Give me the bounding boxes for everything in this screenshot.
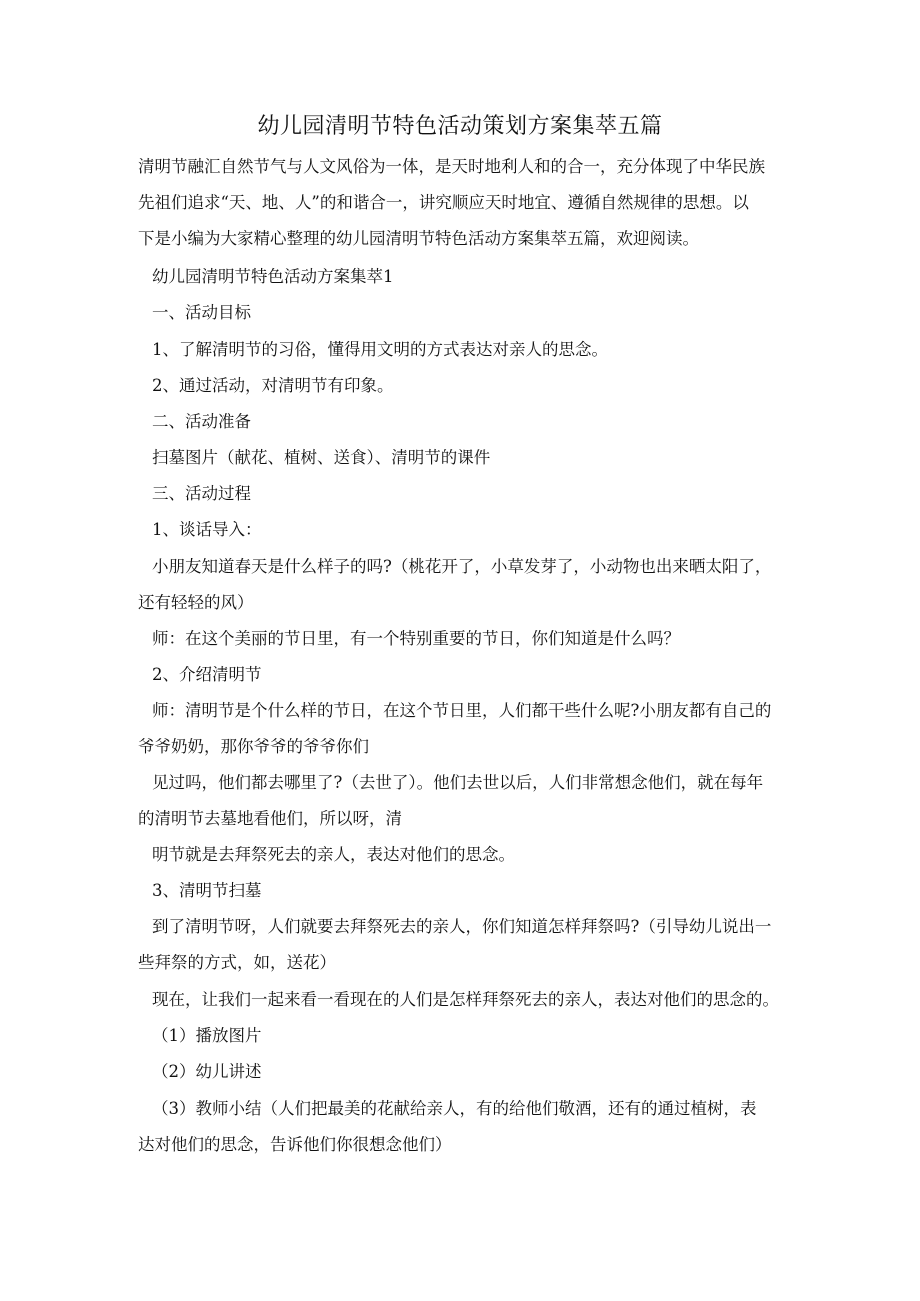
- sub-step-1: （1）播放图片: [152, 1026, 262, 1045]
- step-3-heading: 3、清明节扫墓: [152, 881, 262, 900]
- step-1-text-line-1: 小朋友知道春天是什么样子的吗?（桃花开了，小草发芽了，小动物也出来晒太阳了，: [152, 557, 772, 576]
- sub-step-3-line-2: 达对他们的思念，告诉他们你很想念他们）: [138, 1135, 452, 1154]
- section-heading: 幼儿园清明节特色活动方案集萃1: [152, 267, 394, 286]
- intro-line-3: 下是小编为大家精心整理的幼儿园清明节特色活动方案集萃五篇，欢迎阅读。: [138, 229, 699, 248]
- sub-step-2: （2）幼儿讲述: [152, 1062, 262, 1081]
- teacher-question: 师：在这个美丽的节日里，有一个特别重要的节日，你们知道是什么吗？: [152, 629, 680, 648]
- preparation-text: 扫墓图片（献花、植树、送食）、清明节的课件: [152, 448, 491, 467]
- sub-step-3-line-1: （3）教师小结（人们把最美的花献给亲人，有的给他们敬酒，还有的通过植树，表: [152, 1099, 757, 1118]
- goal-item-2: 2、通过活动，对清明节有印象。: [152, 376, 394, 395]
- heading-activity-goals: 一、活动目标: [152, 303, 251, 322]
- step-2-heading: 2、介绍清明节: [152, 665, 262, 684]
- step-2-text-line-4: 的清明节去墓地看他们，所以呀，清: [138, 809, 402, 828]
- goal-item-1: 1、了解清明节的习俗，懂得用文明的方式表达对亲人的思念。: [152, 340, 608, 359]
- step-3-text-line-2: 些拜祭的方式，如，送花）: [138, 953, 336, 972]
- step-1-heading: 1、谈话导入：: [152, 520, 262, 539]
- step-2-text-line-3: 见过吗，他们都去哪里了?（去世了）。他们去世以后，人们非常想念他们，就在每年: [152, 773, 764, 792]
- intro-line-2: 先祖们追求“天、地、人”的和谐合一，讲究顺应天时地宜、遵循自然规律的思想。以: [138, 193, 749, 212]
- step-2-text-line-2: 爷爷奶奶，那你爷爷的爷爷你们: [138, 737, 369, 756]
- step-2-text-line-5: 明节就是去拜祭死去的亲人，表达对他们的思念。: [152, 845, 515, 864]
- step-3-text-line-3: 现在，让我们一起来看一看现在的人们是怎样拜祭死去的亲人，表达对他们的思念的。: [152, 990, 779, 1009]
- heading-activity-process: 三、活动过程: [152, 484, 251, 503]
- intro-line-1: 清明节融汇自然节气与人文风俗为一体，是天时地利人和的合一，充分体现了中华民族: [138, 157, 765, 176]
- step-3-text-line-1: 到了清明节呀，人们就要去拜祭死去的亲人，你们知道怎样拜祭吗?（引导幼儿说出一: [152, 917, 772, 936]
- step-1-text-line-2: 还有轻轻的风）: [138, 593, 254, 612]
- document-title: 幼儿园清明节特色活动策划方案集萃五篇: [257, 114, 663, 139]
- step-2-text-line-1: 师：清明节是个什么样的节日，在这个节日里，人们都干些什么呢?小朋友都有自己的: [152, 701, 772, 720]
- heading-activity-preparation: 二、活动准备: [152, 412, 251, 431]
